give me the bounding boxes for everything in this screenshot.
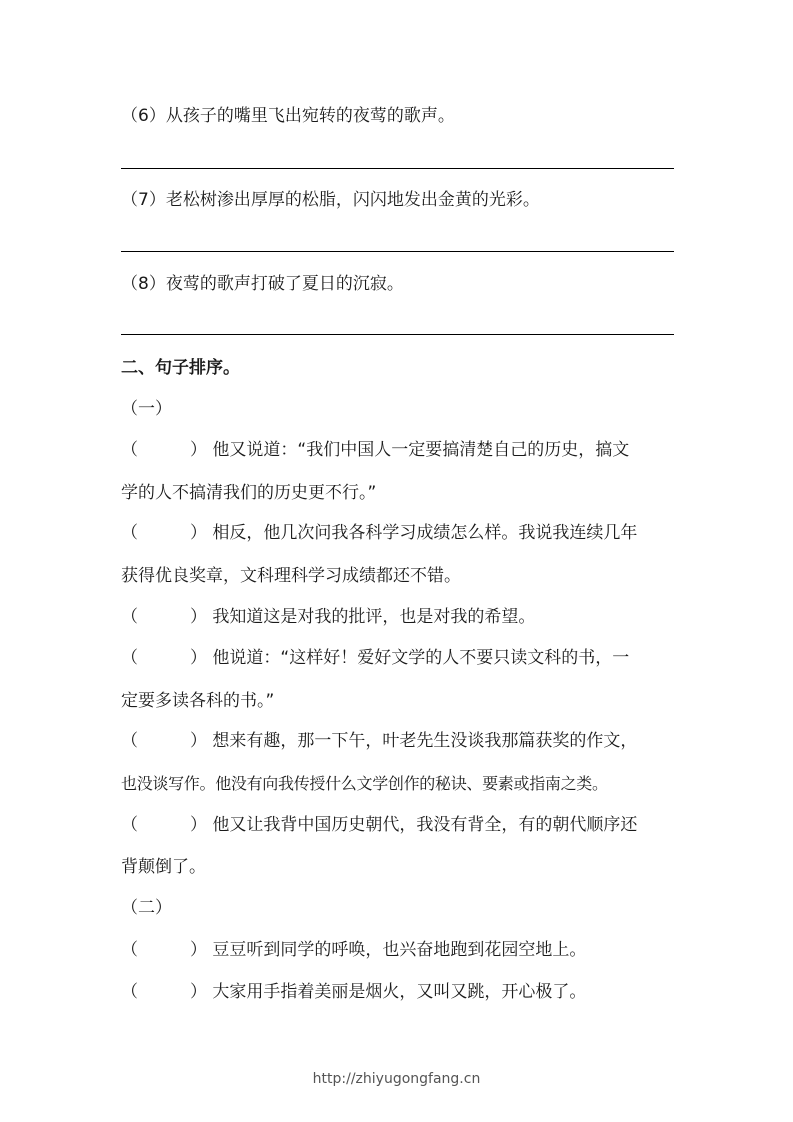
order-item-6 (121, 813, 676, 837)
blank-close: ） (190, 982, 207, 1002)
blank-close: ） (190, 607, 207, 627)
blank-open: （ (121, 731, 138, 751)
blank-open: （ (121, 523, 138, 543)
blank-close: ） (190, 523, 207, 543)
order-item-1 (121, 438, 676, 462)
answer-line-8 (121, 334, 674, 335)
blank-open: （ (121, 982, 138, 1002)
order-item-8 (121, 980, 676, 1004)
order-item-5 (121, 729, 676, 753)
group-label-2: （二） (121, 898, 172, 918)
answer-line-6 (121, 168, 674, 169)
sentence-6: （6）从孩子的嘴里飞出宛转的夜莺的歌声。 (121, 106, 455, 126)
blank-close: ） (190, 648, 207, 668)
order-item-1-text: 他又说道：“我们中国人一定要搞清楚自己的历史，搞文 (212, 440, 630, 460)
order-item-7-text: 豆豆听到同学的呼唤，也兴奋地跑到花园空地上。 (212, 940, 587, 960)
section-heading: 二、句子排序。 (121, 358, 240, 378)
order-item-7 (121, 938, 676, 962)
order-item-5-text: 想来有趣，那一下午，叶老先生没谈我那篇获奖的作文， (212, 731, 638, 751)
order-item-2-text: 相反，他几次问我各科学习成绩怎么样。我说我连续几年 (212, 523, 638, 543)
order-item-5-cont: 也没谈写作。他没有向我传授什么文学创作的秘诀、要素或指南之类。 (121, 774, 608, 793)
blank-close: ） (190, 940, 207, 960)
order-item-6-cont: 背颠倒了。 (121, 857, 206, 877)
order-item-4-cont: 定要多读各科的书。” (121, 691, 275, 711)
order-item-2 (121, 521, 676, 545)
blank-close: ） (190, 815, 207, 835)
blank-open: （ (121, 940, 138, 960)
sentence-7: （7）老松树渗出厚厚的松脂，闪闪地发出金黄的光彩。 (121, 190, 540, 210)
blank-open: （ (121, 648, 138, 668)
blank-open: （ (121, 607, 138, 627)
group-label-1: （一） (121, 399, 172, 419)
blank-close: ） (190, 731, 207, 751)
blank-open: （ (121, 440, 138, 460)
order-item-4-text: 他说道：“这样好！爱好文学的人不要只读文科的书，一 (212, 648, 630, 668)
sentence-8: （8）夜莺的歌声打破了夏日的沉寂。 (121, 274, 404, 294)
order-item-3-text: 我知道这是对我的批评，也是对我的希望。 (212, 607, 536, 627)
order-item-8-text: 大家用手指着美丽是烟火，又叫又跳，开心极了。 (212, 982, 587, 1002)
order-item-3 (121, 605, 676, 629)
blank-close: ） (190, 440, 207, 460)
footer-url: http://zhiyugongfang.cn (312, 1071, 481, 1087)
order-item-6-text: 他又让我背中国历史朝代，我没有背全，有的朝代顺序还 (212, 815, 638, 835)
order-item-4 (121, 646, 676, 670)
blank-open: （ (121, 815, 138, 835)
answer-line-7 (121, 251, 674, 252)
order-item-2-cont: 获得优良奖章，文科理科学习成绩都还不错。 (121, 566, 461, 586)
order-item-1-cont: 学的人不搞清我们的历史更不行。” (121, 483, 377, 503)
